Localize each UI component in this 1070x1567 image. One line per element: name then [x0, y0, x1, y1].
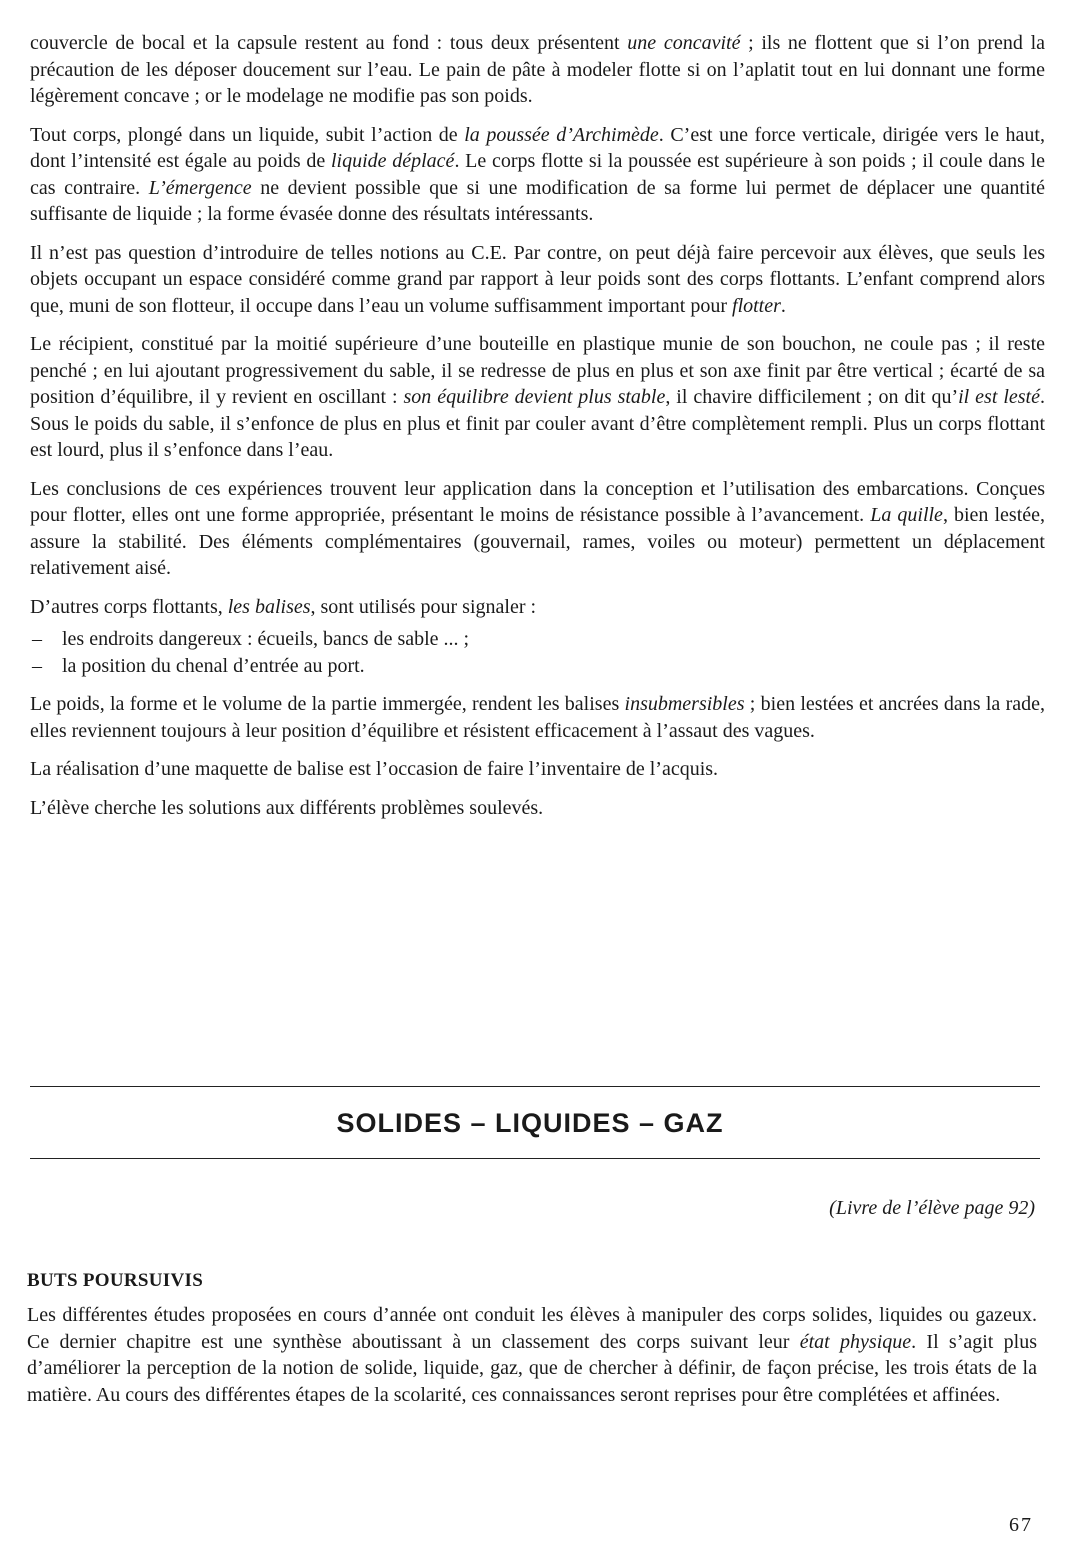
text-run: Il n’est pas question d’introduire de telles notions au C.E. Par contre, on peut déjà faire percevoir aux élèves, que seuls les objets occupant un espace considéré comme grand par rapport à leur poids sont des corps flottants. L’enfant comprend alors que, muni de son flotteur, il occupe dans l’eau un volume suffisamment important pour: [30, 241, 1045, 317]
goals-heading: BUTS POURSUIVIS: [27, 1270, 204, 1291]
text-run: Les conclusions de ces expériences trouvent leur application dans la conception et l’utilisation des embarcations. Conçues pour flotter, elles ont une forme appropriée, présentant le moins de résistance possible à l’avancement.: [30, 477, 1045, 526]
goals-paragraph: [27, 1302, 1037, 1408]
goals-section: [27, 1270, 1037, 1420]
paragraph-ce-notions: [30, 240, 1045, 320]
emphasis: son équilibre devient plus stable: [403, 386, 666, 408]
text-run: Les différentes études proposées en cours d’année ont conduit les élèves à manipuler des corps solides, liquides ou gazeux. Ce dernier chapitre est une synthèse aboutissant à un classement des corps suivant leur: [27, 1304, 1037, 1353]
emphasis: insubmersibles: [624, 693, 745, 715]
text-run: . Le corps flotte si la poussée est supérieure à son poids ; il coule dans le cas contraire.: [30, 150, 1046, 199]
text-run: ; bien lestées et ancrées dans la rade, elles reviennent toujours à leur position d’équilibre et résistent efficacement à l’assaut des vagues.: [30, 693, 1045, 742]
emphasis: L’émergence: [148, 176, 252, 199]
emphasis: une concavité: [627, 32, 741, 54]
main-text: [30, 30, 1045, 833]
bottom-rule: [30, 1158, 1040, 1159]
text-run: , il chavire difficilement ; on dit qu’: [665, 386, 959, 408]
text-run: Tout corps, plongé dans un liquide, subit l’action de: [30, 123, 465, 146]
text-run: . C’est une force verticale, dirigée vers le haut, dont l’intensité est égale au poids de: [30, 123, 1045, 172]
book-reference: (Livre de l’élève page 92): [829, 1197, 1035, 1219]
emphasis: les balises: [227, 595, 311, 618]
text-run: , sont utilisés pour signaler :: [310, 595, 537, 618]
paragraph-boats: [30, 476, 1045, 582]
text-run: couvercle de bocal et la capsule restent au fond : tous deux présentent: [30, 32, 628, 54]
text-run: .: [780, 294, 786, 317]
paragraph-model: La réalisation d’une maquette de balise est l’occasion de faire l’inventaire de l’acquis.: [30, 758, 719, 780]
list-item: – la position du chenal d’entrée au port.: [30, 653, 1045, 680]
emphasis: La quille: [870, 504, 943, 526]
emphasis: liquide déplacé: [330, 150, 455, 172]
beacon-uses-list: [30, 626, 1045, 679]
paragraph-beacons-intro: [30, 594, 1045, 621]
paragraph-archimedes: [30, 122, 1045, 228]
section-title: SOLIDES – LIQUIDES – GAZ: [336, 1108, 724, 1138]
text-run: D’autres corps flottants,: [30, 595, 228, 618]
text-run: Le poids, la forme et le volume de la partie immergée, rendent les balises: [30, 693, 625, 715]
emphasis: il est lesté: [958, 386, 1040, 408]
text-run: . Sous le poids du sable, il s’enfonce de plus en plus et finit par couler avant d’être complètement rempli. Plus un corps flottant est lourd, plus il s’enfonce dans l’eau.: [30, 386, 1045, 461]
text-run: . Il s’agit plus d’améliorer la perception de la notion de solide, liquide, gaz, que de chercher à définir, de façon précise, les trois états de la matière. Au cours des différentes étapes de la scolarité, ces connaissances seront reprises pour être complétées et affinées.: [27, 1330, 1037, 1406]
text-run: ne devient possible que si une modification de sa forme lui permet de déplacer une quantité suffisante de liquide ; la forme évasée donne des résultats intéressants.: [30, 176, 1045, 225]
text-run: Le récipient, constitué par la moitié supérieure d’une bouteille en plastique munie de son bouchon, ne coule pas ; il reste penché ; en lui ajoutant progressivement du sable, il se redresse de plus en plus et son axe finit par être vertical ; écarté de sa position d’équilibre, il y revient en oscillant :: [30, 333, 1045, 408]
text-run: ; ils ne flottent que si l’on prend la précaution de les déposer doucement sur l’eau. Le pain de pâte à modeler flotte si on l’aplatit tout en lui donnant une forme légèrement concave ; or le modelage ne modifie pas son poids.: [30, 32, 1046, 107]
emphasis: état physique: [799, 1330, 912, 1353]
list-item: – les endroits dangereux : écueils, bancs de sable ... ;: [30, 626, 1045, 653]
page-number: 67: [1009, 1514, 1033, 1536]
top-rule: [30, 1086, 1040, 1087]
text-run: , bien lestée, assure la stabilité. Des éléments complémentaires (gouvernail, rames, voiles ou moteur) permettent un déplacement relativement aisé.: [30, 504, 1046, 579]
paragraph-solutions: L’élève cherche les solutions aux différents problèmes soulevés.: [30, 796, 544, 819]
paragraph-bottle-experiment: [30, 331, 1045, 464]
emphasis: la poussée d’Archimède: [464, 123, 659, 146]
paragraph-concavity: [30, 30, 1045, 110]
emphasis: flotter: [732, 294, 781, 317]
paragraph-beacons: [30, 691, 1045, 744]
